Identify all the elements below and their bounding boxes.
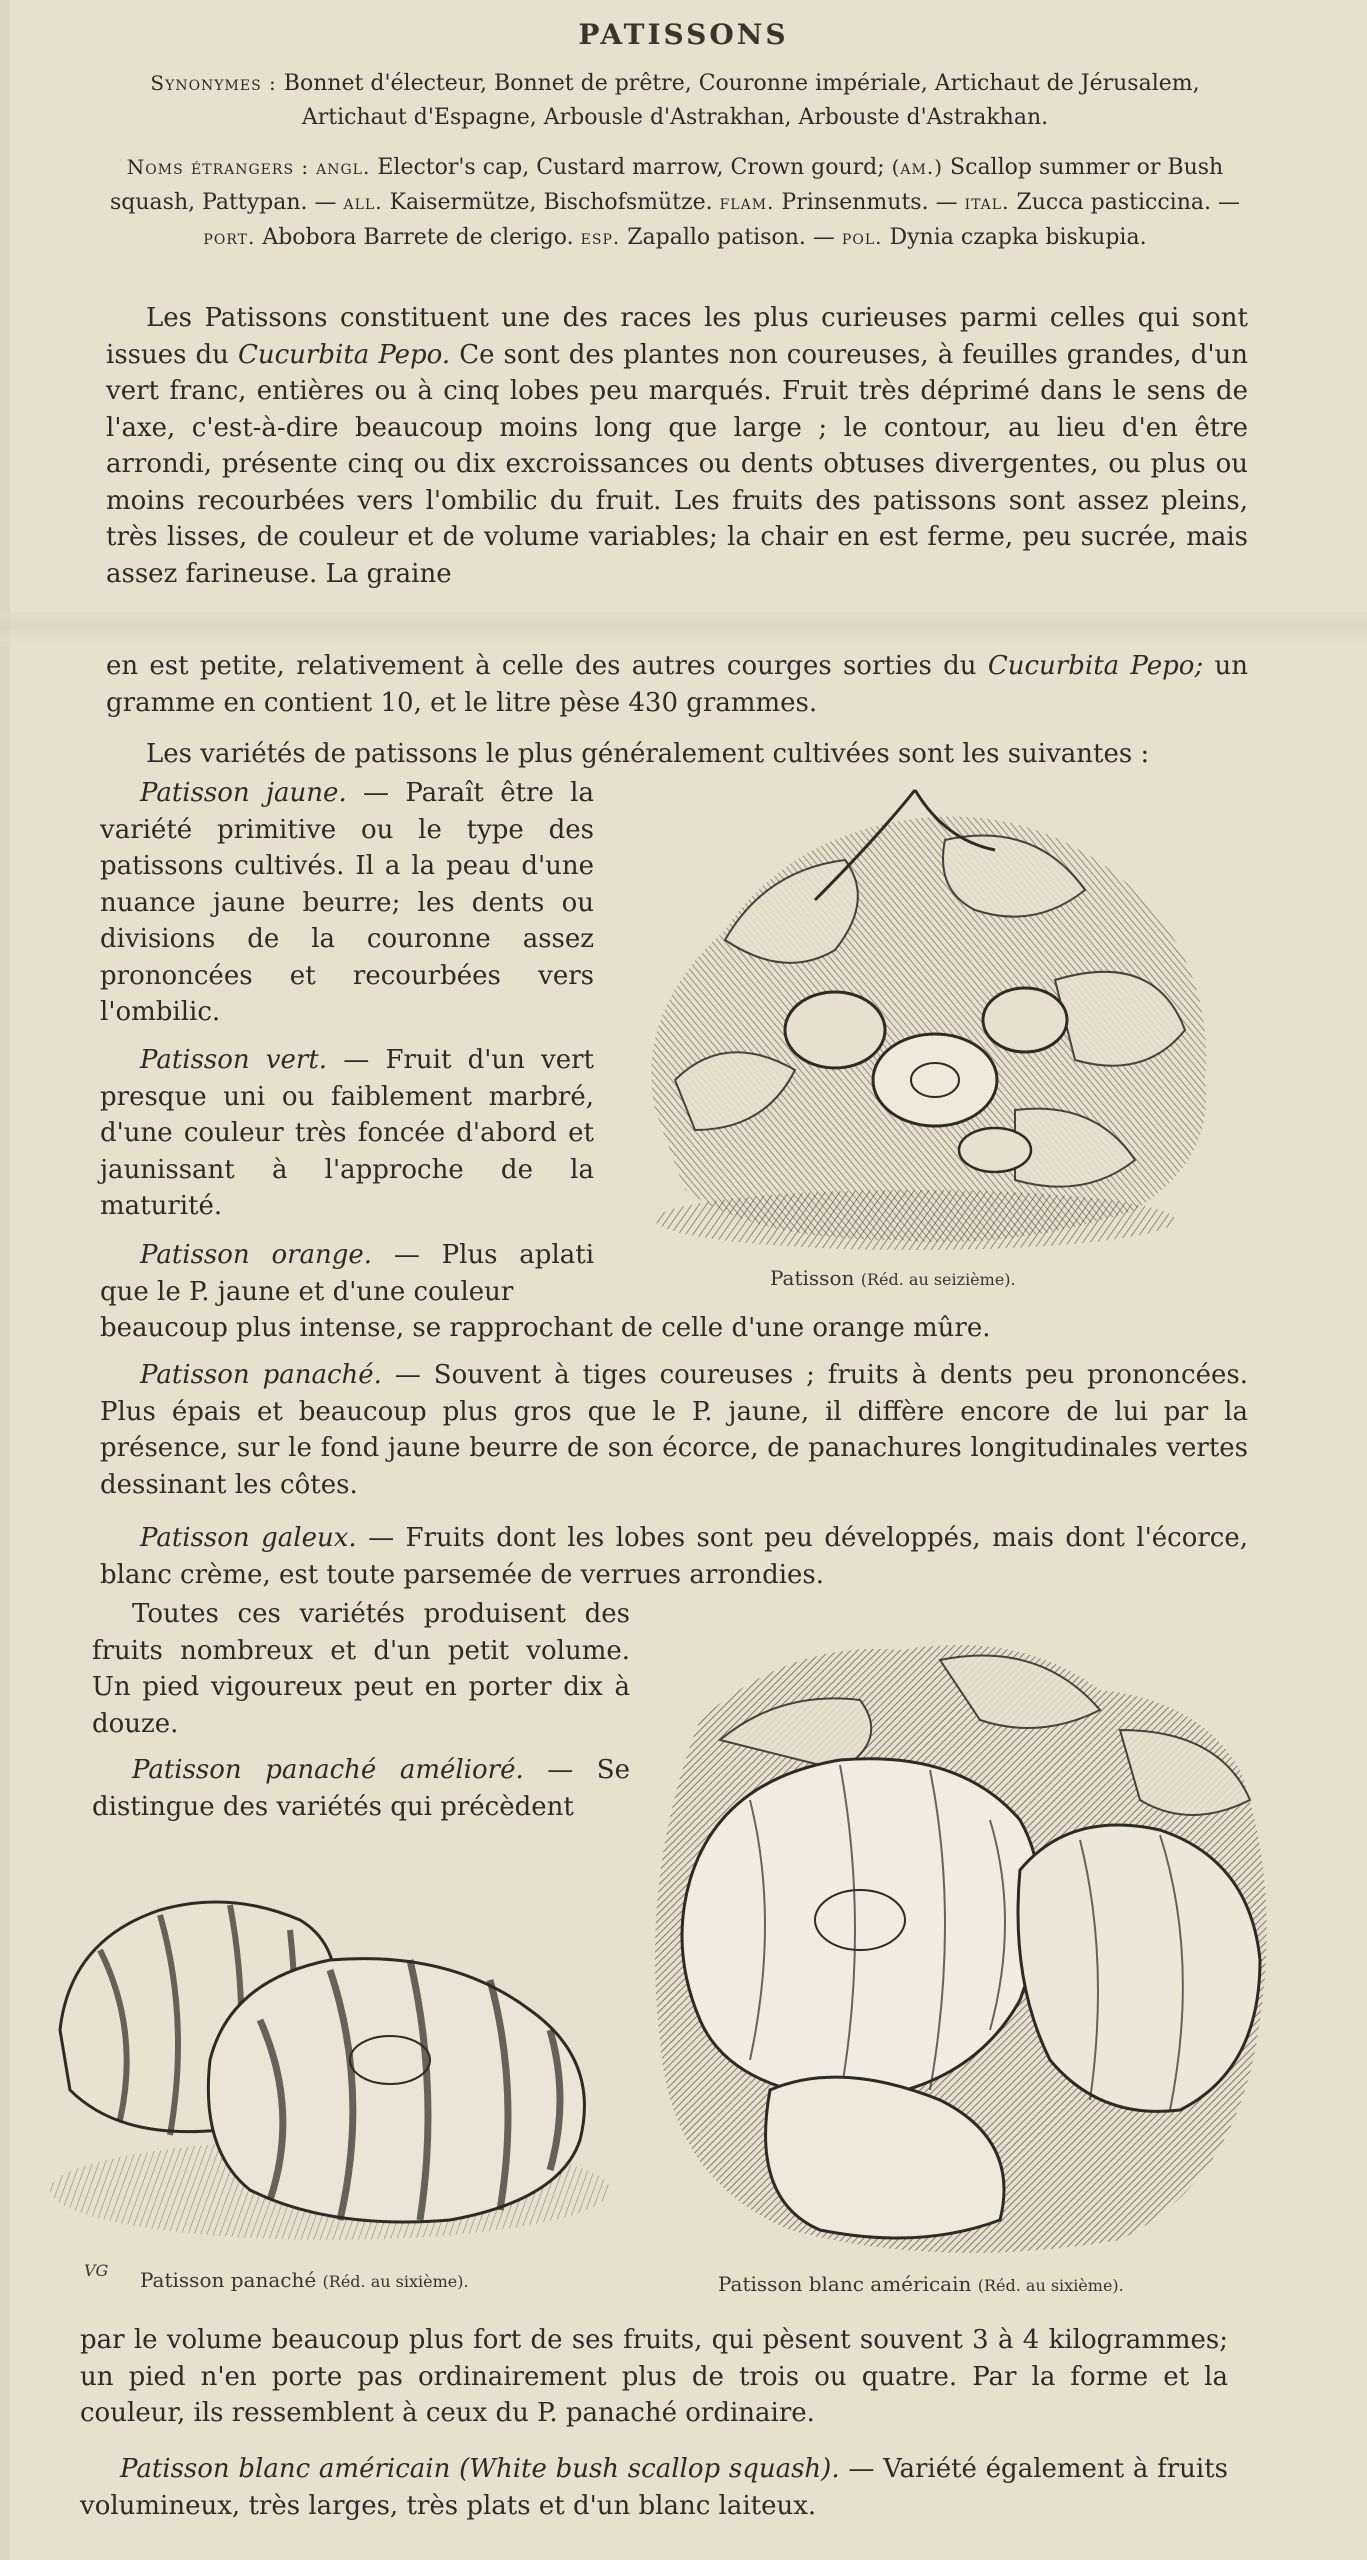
- lang-ital: ital.: [964, 190, 1010, 214]
- patisson-plant-illustration: [615, 780, 1235, 1260]
- synonyms: [100, 66, 1250, 135]
- figure-caption-patisson: [770, 1266, 1016, 1290]
- variety-orange-text-a: — Plus aplati que le P. jaune et d'une couleur: [100, 1240, 595, 1307]
- lang-port: port.: [203, 225, 256, 249]
- variety-galeux: [100, 1520, 1248, 1593]
- variety-panache-name: Patisson panaché.: [140, 1360, 382, 1390]
- foreign-names-label: Noms étrangers :: [126, 155, 310, 179]
- variety-ameliore-a: [92, 1752, 630, 1825]
- variety-jaune-name: Patisson jaune.: [140, 778, 347, 808]
- caption-panache-scale: (Réd. au sixième).: [322, 2272, 469, 2291]
- variety-orange-name: Patisson orange.: [140, 1240, 373, 1270]
- lang-am: (am.): [891, 155, 944, 179]
- variety-blanc-text: — Variété également à fruits volumineux, très larges, très plats et d'un blanc laiteux.: [80, 2454, 1229, 2521]
- name-esp: Zapallo patison. —: [627, 225, 835, 250]
- synonyms-label: Synonymes :: [150, 71, 277, 95]
- page-edge: [0, 0, 10, 2560]
- variety-panache-text: — Souvent à tiges coureuses ; fruits à dents peu prononcées. Plus épais et beaucoup plus gros que le P. jaune, il diffère encore de lui par la présence, sur le fond jaune beurre de son écorce, de panachures longitudinales vertes dessinant les côtes.: [100, 1360, 1248, 1500]
- variety-ameliore-text-a: — Se distingue des variétés qui précèdent: [92, 1755, 630, 1822]
- variety-blanc-english: (White bush scallop squash).: [459, 2454, 840, 2484]
- intro-paragraph: [106, 300, 1248, 592]
- caption-patisson: Patisson: [770, 1266, 855, 1290]
- caption-patisson-scale: (Réd. au seizième).: [860, 1270, 1016, 1289]
- lang-all: all.: [343, 190, 383, 214]
- intro-text-a: Les Patissons constituent une des races les plus curieuses parmi celles qui sont issues du: [106, 303, 1248, 370]
- seed-text-b: un gramme en contient 10, et le litre pèse 430 grammes.: [106, 651, 1248, 718]
- lang-angl: angl.: [316, 155, 371, 179]
- caption-blanc: Patisson blanc américain: [718, 2272, 972, 2296]
- varieties-intro: Les variétés de patissons le plus généralement cultivées sont les suivantes :: [146, 739, 1150, 769]
- varieties-summary: Toutes ces variétés produisent des fruits nombreux et d'un petit volume. Un pied vigoureux peut en porter dix à douze.: [92, 1599, 630, 1739]
- figure-caption-panache: [140, 2268, 469, 2292]
- seed-paragraph: [106, 648, 1248, 721]
- caption-blanc-scale: (Réd. au sixième).: [977, 2276, 1124, 2295]
- variety-panache: [100, 1357, 1248, 1503]
- name-pol: Dynia czapka biskupia.: [889, 225, 1147, 250]
- variety-galeux-name: Patisson galeux.: [140, 1523, 357, 1553]
- patisson-panache-illustration: [30, 1860, 620, 2260]
- intro-text-b: Ce sont des plantes non coureuses, à feuilles grandes, d'un vert franc, entières ou à cinq lobes peu marqués. Fruit très déprimé dans le sens de l'axe, c'est-à-dire beaucoup moins long que large ; le contour, au lieu d'en être arrondi, présente cinq ou dix excroissances ou dents obtuses divergentes, ou plus ou moins recourbées vers l'ombilic du fruit. Les fruits des patissons sont assez pleins, très lisses, de couleur et de volume variables; la chair en est ferme, peu sucrée, mais assez farineuse. La graine: [106, 339, 1249, 589]
- variety-orange-b: beaucoup plus intense, se rapprochant de celle d'une orange mûre.: [100, 1313, 991, 1343]
- intro-species: Cucurbita Pepo.: [237, 339, 451, 370]
- variety-galeux-text: — Fruits dont les lobes sont peu développés, mais dont l'écorce, blanc crème, est toute parsemée de verrues arrondies.: [100, 1523, 1248, 1590]
- foreign-names: [100, 150, 1250, 255]
- variety-blanc: [80, 2451, 1228, 2524]
- variety-vert-text: — Fruit d'un vert presque uni ou faiblement marbré, d'une couleur très foncée d'abord et jaunissant à l'approche de la maturité.: [100, 1045, 595, 1221]
- name-am: Scallop summer or Bush squash, Pattypan. —: [110, 155, 1224, 215]
- caption-panache: Patisson panaché: [140, 2268, 317, 2292]
- engraver-mark: VG: [84, 2261, 109, 2280]
- page-fold: [0, 612, 1367, 642]
- lang-flam: flam.: [719, 190, 775, 214]
- seed-text-a: en est petite, relativement à celle des autres courges sorties du: [106, 651, 977, 681]
- name-all: Kaisermütze, Bischofsmütze.: [389, 190, 713, 215]
- lang-esp: esp.: [580, 225, 621, 249]
- figure-caption-blanc: [718, 2272, 1124, 2296]
- synonyms-text: Bonnet d'électeur, Bonnet de prêtre, Couronne impériale, Artichaut de Jérusalem, Artichaut d'Espagne, Arbousle d'Astrakhan, Arbouste d'Astrakhan.: [283, 71, 1200, 130]
- name-angl: Elector's cap, Custard marrow, Crown gourd;: [377, 155, 885, 180]
- page-title: PATISSONS: [578, 18, 789, 51]
- name-port: Abobora Barrete de clerigo.: [262, 225, 574, 250]
- variety-ameliore-name: Patisson panaché amélioré.: [132, 1755, 524, 1785]
- name-ital: Zucca pasticcina. —: [1016, 190, 1240, 215]
- variety-ameliore-b: par le volume beaucoup plus fort de ses fruits, qui pèsent souvent 3 à 4 kilogrammes; un pied n'en porte pas ordinairement plus de trois ou quatre. Par la forme et la couleur, ils ressemblent à ceux du P. panaché ordinaire.: [80, 2325, 1228, 2428]
- patisson-blanc-illustration: [640, 1620, 1280, 2260]
- name-flam: Prinsenmuts. —: [781, 190, 958, 215]
- seed-species: Cucurbita Pepo;: [987, 651, 1204, 681]
- variety-jaune-text: — Paraît être la variété primitive ou le type des patissons cultivés. Il a la peau d'une nuance jaune beurre; les dents ou divisions de la couronne assez prononcées et recourbées vers l'ombilic.: [100, 778, 594, 1027]
- lang-pol: pol.: [841, 225, 883, 249]
- variety-blanc-name: Patisson blanc américain: [120, 2454, 451, 2484]
- variety-orange-a: [100, 1237, 594, 1310]
- variety-vert-name: Patisson vert.: [140, 1045, 328, 1075]
- variety-jaune: [100, 775, 594, 1031]
- variety-vert: [100, 1042, 594, 1225]
